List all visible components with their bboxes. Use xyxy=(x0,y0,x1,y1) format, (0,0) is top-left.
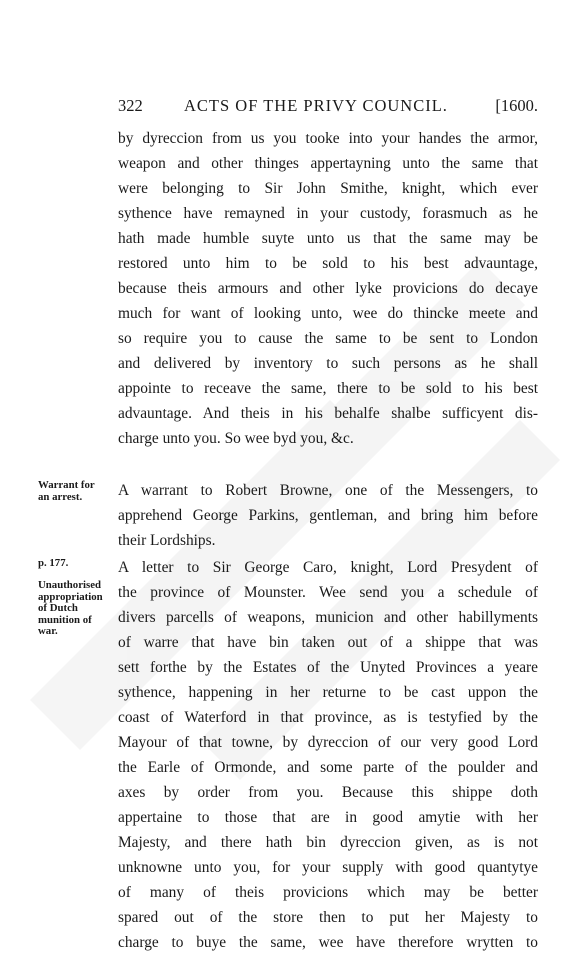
body-line: hath made humble suyte unto us that the same may be xyxy=(118,230,538,247)
margin-note-line: an arrest. xyxy=(38,490,83,503)
margin-note-appropriation xyxy=(38,580,114,638)
body-line: restored unto him to be sold to his best advauntage, xyxy=(118,255,538,272)
body-line: charge to buye the same, wee have therefore wrytten to xyxy=(118,934,538,951)
running-title: ACTS OF THE PRIVY COUNCIL. xyxy=(184,96,448,115)
body-line: appertaine to those that are in good amytie with her xyxy=(118,809,538,826)
body-line: the province of Mounster. Wee send you a schedule of xyxy=(118,584,538,601)
body-line: so require you to cause the same to be sent to London xyxy=(118,330,538,347)
margin-note-line: munition of xyxy=(38,613,92,626)
body-line: coast of Waterford in that province, as is testyfied by the xyxy=(118,709,538,726)
body-line: A letter to Sir George Caro, knight, Lord Presydent of xyxy=(118,559,538,576)
page-header xyxy=(118,96,538,120)
body-line: Majesty, and there hath bin dyreccion given, as is not xyxy=(118,834,538,851)
margin-note-page-ref: p. 177. xyxy=(38,557,69,569)
body-line: unknowne unto you, for your supply with good quantytye xyxy=(118,859,538,876)
margin-note-line: of Dutch xyxy=(38,602,78,614)
body-line: much for want of looking unto, wee do thincke meete and xyxy=(118,305,538,322)
margin-note-warrant xyxy=(38,480,114,503)
body-line: appointe to receave the same, there to be sold to his best xyxy=(118,380,538,397)
body-line: sythence have remayned in your custody, forasmuch as he xyxy=(118,205,538,222)
body-line: weapon and other thinges appertayning unto the same that xyxy=(118,155,538,172)
body-line: and delivered by inventory to such persons as he shall xyxy=(118,355,538,372)
body-line: spared out of the store then to put her Majesty to xyxy=(118,909,538,926)
body-line: sett forthe by the Estates of the Unyted Provinces a yeare xyxy=(118,659,538,676)
body-line: divers parcells of weapons, municion and other habillyments xyxy=(118,609,538,626)
body-line: of many of theis provicions which may be better xyxy=(118,884,538,901)
body-line: because theis armours and other lyke provicions do decaye xyxy=(118,280,538,297)
body-line: sythence, happening in her returne to be cast uppon the xyxy=(118,684,538,701)
body-line: their Lordships. xyxy=(118,532,216,549)
body-line: charge unto you. So wee byd you, &c. xyxy=(118,430,354,447)
margin-note-line: Warrant for xyxy=(38,479,95,491)
margin-note-line: war. xyxy=(38,625,58,637)
body-line: apprehend George Parkins, gentleman, and bring him before xyxy=(118,507,538,524)
margin-note-line: appropriation xyxy=(38,590,103,603)
body-line: by dyreccion from us you tooke into your handes the armor, xyxy=(118,130,538,147)
body-line: advauntage. And theis in his behalfe shalbe sufficyent dis- xyxy=(118,405,538,422)
margin-note-line: Unauthorised xyxy=(38,579,101,591)
year-marker: [1600. xyxy=(495,96,538,115)
body-line: the Earle of Ormonde, and some parte of the poulder and xyxy=(118,759,538,776)
page-number: 322 xyxy=(118,96,143,115)
body-line: Mayour of that towne, by dyreccion of our very good Lord xyxy=(118,734,538,751)
body-line: of warre that have bin taken out of a shippe that was xyxy=(118,634,538,651)
body-line: were belonging to Sir John Smithe, knight, which ever xyxy=(118,180,538,197)
body-line: axes by order from you. Because this shippe doth xyxy=(118,784,538,801)
body-line: A warrant to Robert Browne, one of the Messengers, to xyxy=(118,482,538,499)
